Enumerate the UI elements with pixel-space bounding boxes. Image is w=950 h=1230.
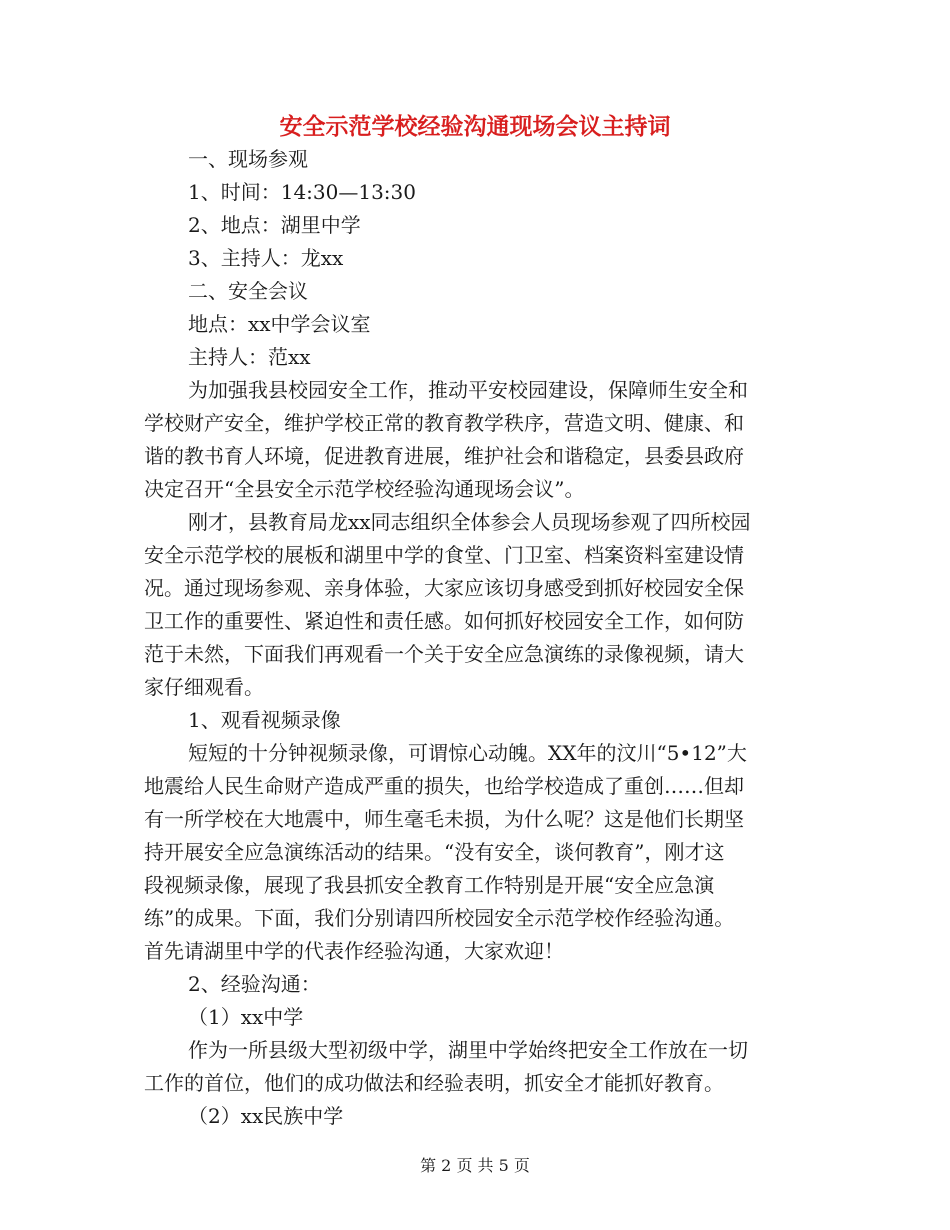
document-body <box>144 143 816 1133</box>
text-line: 练”的成果。下面，我们分别请四所校园安全示范学校作经验沟通。 <box>144 906 735 930</box>
text-line: 安全示范学校的展板和湖里中学的食堂、门卫室、档案资料室建设情 <box>144 543 744 567</box>
text-line: 段视频录像，展现了我县抓安全教育工作特别是开展“安全应急演 <box>144 873 715 897</box>
text-line: 首先请湖里中学的代表作经验沟通，大家欢迎！ <box>144 939 564 963</box>
text-line: 2、地点：湖里中学 <box>188 213 361 237</box>
text-line: 谐的教书育人环境，促进教育进展，维护社会和谐稳定，县委县政府 <box>144 444 744 468</box>
text-line: 为加强我县校园安全工作，推动平安校园建设，保障师生安全和 <box>188 378 748 402</box>
text-line: （1）xx中学 <box>188 1005 304 1029</box>
text-line: 刚才，县教育局龙xx同志组织全体参会人员现场参观了四所校园 <box>188 510 751 534</box>
text-line: 2、经验沟通： <box>188 972 321 996</box>
text-line: 范于未然，下面我们再观看一个关于安全应急演练的录像视频，请大 <box>144 642 744 666</box>
text-line: 短短的十分钟视频录像，可谓惊心动魄。XX年的汶川“5•12”大 <box>188 741 747 765</box>
text-line: 工作的首位，他们的成功做法和经验表明，抓安全才能抓好教育。 <box>144 1071 724 1095</box>
text-line: 1、观看视频录像 <box>188 708 341 732</box>
text-line: 主持人：范xx <box>188 345 311 369</box>
text-line: 况。通过现场参观、亲身体验，大家应该切身感受到抓好校园安全保 <box>144 576 744 600</box>
text-line: 决定召开“全县安全示范学校经验沟通现场会议”。 <box>144 477 585 501</box>
text-line: 二、安全会议 <box>188 279 308 303</box>
text-line: 地点：xx中学会议室 <box>188 312 371 336</box>
text-line: 一、现场参观 <box>188 147 308 171</box>
text-line: 卫工作的重要性、紧迫性和责任感。如何抓好校园安全工作，如何防 <box>144 609 744 633</box>
text-line: 3、主持人：龙xx <box>188 246 344 270</box>
document-title: 安全示范学校经验沟通现场会议主持词 <box>279 113 671 140</box>
text-line: 1、时间：14:30—13:30 <box>188 180 416 204</box>
text-line: 有一所学校在大地震中，师生毫毛未损，为什么呢？这是他们长期坚 <box>144 807 744 831</box>
text-line: 作为一所县级大型初级中学，湖里中学始终把安全工作放在一切 <box>188 1038 748 1062</box>
text-line: 家仔细观看。 <box>144 675 264 699</box>
text-line: 地震给人民生命财产造成严重的损失，也给学校造成了重创……但却 <box>144 774 744 798</box>
text-line: （2）xx民族中学 <box>188 1104 344 1128</box>
page-footer: 第 2 页 共 5 页 <box>420 1156 530 1175</box>
text-line: 持开展安全应急演练活动的结果。“没有安全，谈何教育”，刚才这 <box>144 840 725 864</box>
text-line: 学校财产安全，维护学校正常的教育教学秩序，营造文明、健康、和 <box>144 411 744 435</box>
